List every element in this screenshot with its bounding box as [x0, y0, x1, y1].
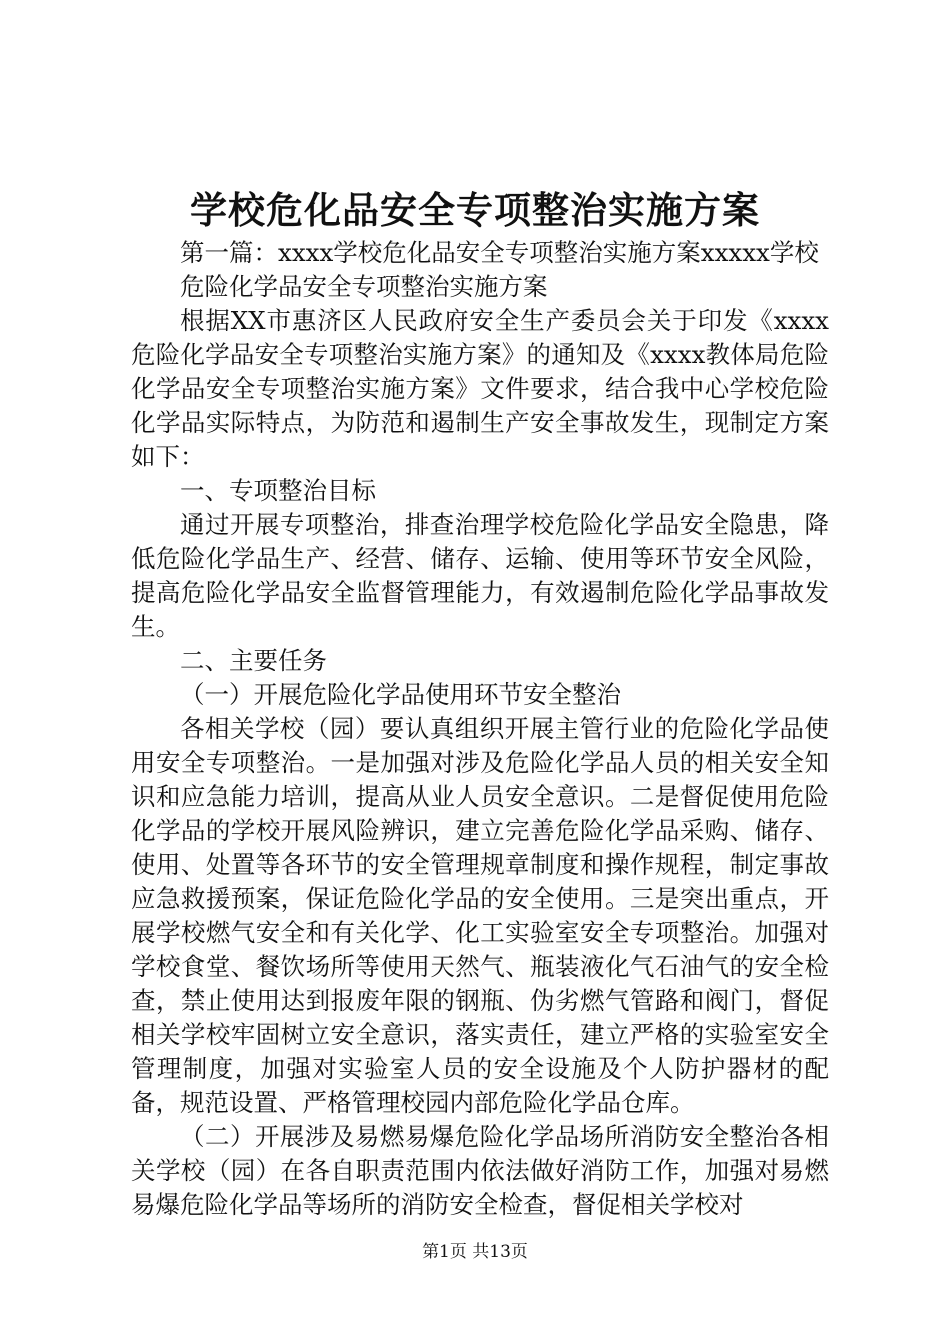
document-title: 学校危化品安全专项整治实施方案 [190, 188, 760, 232]
page-number-footer: 第1页 共13页 [422, 1242, 528, 1262]
paragraph: 第一篇：xxxx学校危化品安全专项整治实施方案xxxxx学校 [180, 238, 819, 267]
section-heading: 二、主要任务 [180, 646, 327, 675]
paragraph: 危险化学品安全专项整治实施方案 [180, 272, 548, 301]
paragraph: 根据XX市惠济区人民政府安全生产委员会关于印发《xxxx危险化学品安全专项整治实施方案》的通知及《xxxx教体局危险化学品安全专项整治实施方案》文件要求，结合我中心学校危险化学品实际特点，为防范和遏制生产安全事故发生，现制定方案如下： [131, 306, 829, 471]
paragraph: 通过开展专项整治，排查治理学校危险化学品安全隐患，降低危险化学品生产、经营、储存、运输、使用等环节安全风险，提高危险化学品安全监督管理能力，有效遏制危险化学品事故发生。 [131, 510, 829, 641]
subsection-heading: （一）开展危险化学品使用环节安全整治 [180, 680, 621, 709]
paragraph: 各相关学校（园）要认真组织开展主管行业的危险化学品使用安全专项整治。一是加强对涉及危险化学品人员的相关安全知识和应急能力培训，提高从业人员安全意识。二是督促使用危险化学品的学校开展风险辨识，建立完善危险化学品采购、储存、使用、处置等各环节的安全管理规章制度和操作规程，制定事故应急救援预案，保证危险化学品的安全使用。三是突出重点，开展学校燃气安全和有关化学、化工实验室安全专项整治。加强对学校食堂、餐饮场所等使用天然气、瓶装液化气石油气的安全检查，禁止使用达到报废年限的钢瓶、伪劣燃气管路和阀门，督促相关学校牢固树立安全意识，落实责任，建立严格的实验室安全管理制度，加强对实验室人员的安全设施及个人防护器材的配备，规范设置、严格管理校园内部危险化学品仓库。 [131, 714, 829, 1117]
paragraph: （二）开展涉及易燃易爆危险化学品场所消防安全整治各相关学校（园）在各自职责范围内依法做好消防工作，加强对易燃易爆危险化学品等场所的消防安全检查，督促相关学校对 [131, 1122, 829, 1219]
section-heading: 一、专项整治目标 [180, 476, 376, 505]
document-body [131, 236, 829, 1222]
